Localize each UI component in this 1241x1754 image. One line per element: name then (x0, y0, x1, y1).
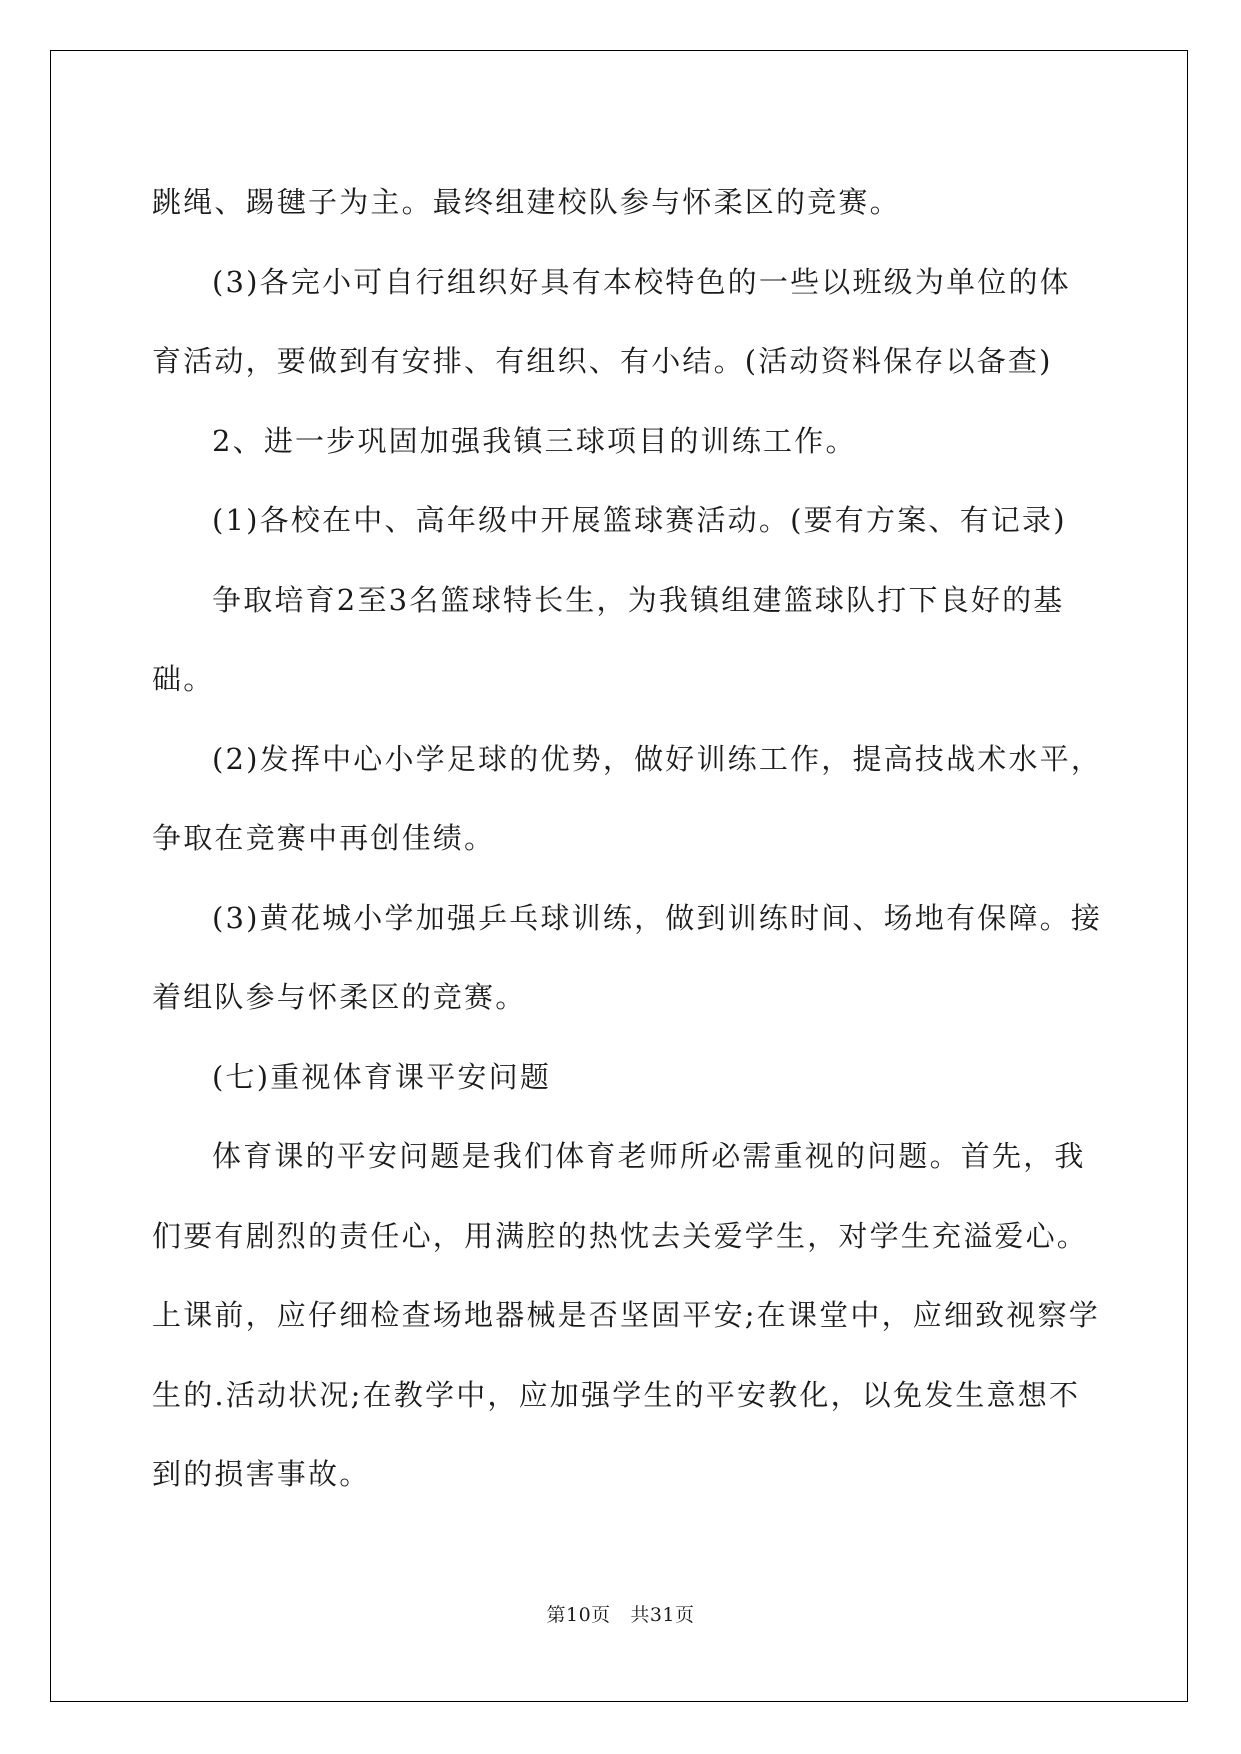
text-line: 育活动，要做到有安排、有组织、有小结。(活动资料保存以备查) (152, 344, 1053, 378)
text-line: 争取培育2至3名篮球特长生，为我镇组建篮球队打下良好的基 (212, 582, 1065, 617)
document-body (152, 163, 1103, 1515)
text-line: 生的.活动状况;在教学中，应加强学生的平安教化，以免发生意想不 (152, 1377, 1081, 1412)
footer-separator (611, 1604, 631, 1626)
page-number: 第10页 (546, 1604, 611, 1626)
text-line: 跳绳、踢毽子为主。最终组建校队参与怀柔区的竞赛。 (152, 185, 901, 219)
text-line: 础。 (152, 662, 215, 696)
text-line: 体育课的平安问题是我们体育老师所必需重视的问题。首先，我 (212, 1139, 1086, 1173)
text-line: 2、进一步巩固加强我镇三球项目的训练工作。 (212, 423, 857, 458)
page-total: 共31页 (630, 1604, 695, 1626)
text-line: 争取在竞赛中再创佳绩。 (152, 821, 496, 855)
text-line: 到的损害事故。 (152, 1457, 371, 1491)
text-line: (2)发挥中心小学足球的优势，做好训练工作，提高技战术水平， (212, 741, 1103, 776)
text-line: (七)重视体育课平安问题 (212, 1059, 552, 1094)
text-line: (1)各校在中、高年级中开展篮球赛活动。(要有方案、有记录) (212, 503, 1067, 537)
text-line: (3)黄花城小学加强乒乓球训练，做到训练时间、场地有保障。接 (212, 900, 1103, 935)
text-line: 着组队参与怀柔区的竞赛。 (152, 980, 527, 1014)
text-line: (3)各完小可自行组织好具有本校特色的一些以班级为单位的体 (212, 264, 1071, 299)
text-line: 上课前，应仔细检查场地器械是否坚固平安;在课堂中，应细致视察学 (152, 1298, 1100, 1332)
text-line: 们要有剧烈的责任心，用满腔的热忱去关爱学生，对学生充溢爱心。 (152, 1218, 1089, 1253)
page-footer (0, 1600, 1241, 1627)
